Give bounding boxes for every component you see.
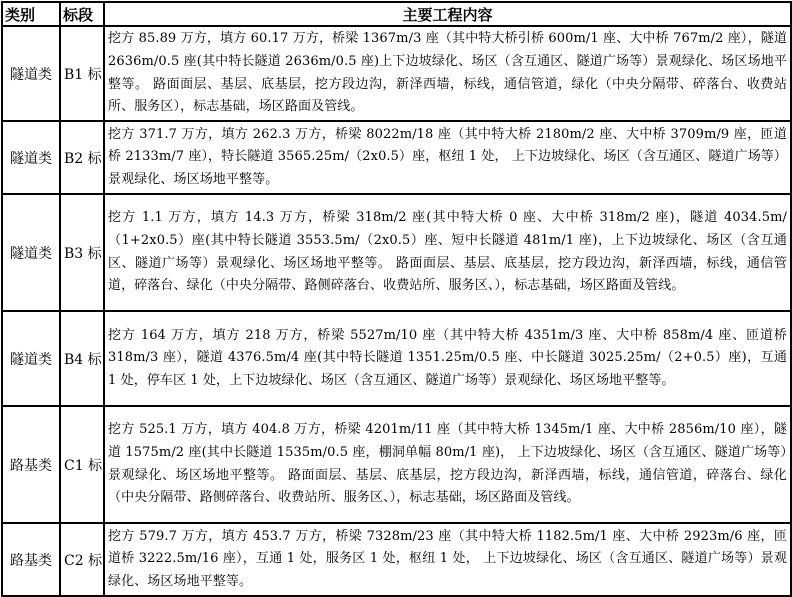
row-content: 挖方 371.7 万方，填方 262.3 万方，桥梁 8022m/18 座（其中特大桥 2180m/2 座、大中桥 3709m/9 座，匝道桥 2133m/7 座），特长隧道 3565.25m/（2x0.5）座，枢纽 1 处， 上下边坡绿化、场区（含互通区、隧道广场等）景观绿化、场区场地平整等。 (104, 121, 791, 194)
row-section: C1 标 (60, 406, 104, 523)
row-section: C2 标 (60, 523, 104, 596)
header-row (2, 2, 791, 26)
works-table (1, 1, 792, 597)
row-content: 挖方 164 万方，填方 218 万方，桥梁 5527m/10 座（其中特大桥 4351m/3 座、大中桥 858m/4 座、匝道桥 318m/3 座），隧道 4376.5m/4 座(其中特长隧道 1351.25m/0.5 座、中长隧道 3025.25m/（2+0.5）座)，互通 1 处，停车区 1 处，上下边坡绿化、场区（含互通区、隧道广场等）景观绿化、场区场地平整等。 (104, 311, 791, 406)
row-content: 挖方 579.7 万方，填方 453.7 万方，桥梁 7328m/23 座（其中特大桥 1182.5m/1 座、大中桥 2923m/6 座，匝道桥 3222.5m/16 座），互通 1 处，服务区 1 处，枢纽 1 处， 上下边坡绿化、场区（含互通区、隧道广场等）景观绿化、场区场地平整等。 (104, 523, 791, 596)
row-category: 隧道类 (2, 121, 60, 194)
row-category: 路基类 (2, 406, 60, 523)
header-content: 主要工程内容 (104, 2, 791, 26)
table-row (2, 26, 791, 121)
header-category: 类别 (2, 2, 60, 26)
header-section: 标段 (60, 2, 104, 26)
table-row (2, 121, 791, 194)
row-category: 隧道类 (2, 311, 60, 406)
table-row (2, 194, 791, 311)
row-section: B2 标 (60, 121, 104, 194)
row-category: 隧道类 (2, 194, 60, 311)
table-row (2, 406, 791, 523)
table-row (2, 523, 791, 596)
row-section: B1 标 (60, 26, 104, 121)
row-section: B4 标 (60, 311, 104, 406)
row-content: 挖方 525.1 万方，填方 404.8 万方，桥梁 4201m/11 座（其中特大桥 1345m/1 座、大中桥 2856m/10 座），隧道 1575m/2 座(其中长隧道 1535m/0.5 座，棚洞单幅 80m/1 座)， 上下边坡绿化、场区（含互通区、隧道广场等）景观绿化、场区场地平整等。 路面面层、基层、底基层，挖方段边沟，新泽西墙，标线，通信管道，碎落台、绿化（中央分隔带、路侧碎落台、收费站所、服务区、），标志基础，场区路面及管线。 (104, 406, 791, 523)
row-content: 挖方 85.89 万方，填方 60.17 万方，桥梁 1367m/3 座（其中特大桥引桥 600m/1 座、大中桥 767m/2 座），隧道 2636m/0.5 座(其中特长隧道 2636m/0.5 座)上下边坡绿化、场区（含互通区、隧道广场等）景观绿化、场区场地平整等。 路面面层、基层、底基层，挖方段边沟，新泽西墙，标线，通信管道，绿化（中央分隔带、碎落台、收费站所、服务区），标志基础，场区路面及管线。 (104, 26, 791, 121)
table-row (2, 311, 791, 406)
row-content: 挖方 1.1 万方，填方 14.3 万方，桥梁 318m/2 座(其中特大桥 0 座、大中桥 318m/2 座)，隧道 4034.5m/（1+2x0.5）座(其中特长隧道 3553.5m/（2x0.5）座、短中长隧道 481m/1 座)，上下边坡绿化、场区（含互通区、隧道广场等）景观绿化、场区场地平整等。 路面面层、基层、底基层，挖方段边沟，新泽西墙，标线，通信管道，碎落台、绿化（中央分隔带、路侧碎落台、收费站所、服务区、），标志基础，场区路面及管线。 (104, 194, 791, 311)
row-section: B3 标 (60, 194, 104, 311)
row-category: 隧道类 (2, 26, 60, 121)
row-category: 路基类 (2, 523, 60, 596)
